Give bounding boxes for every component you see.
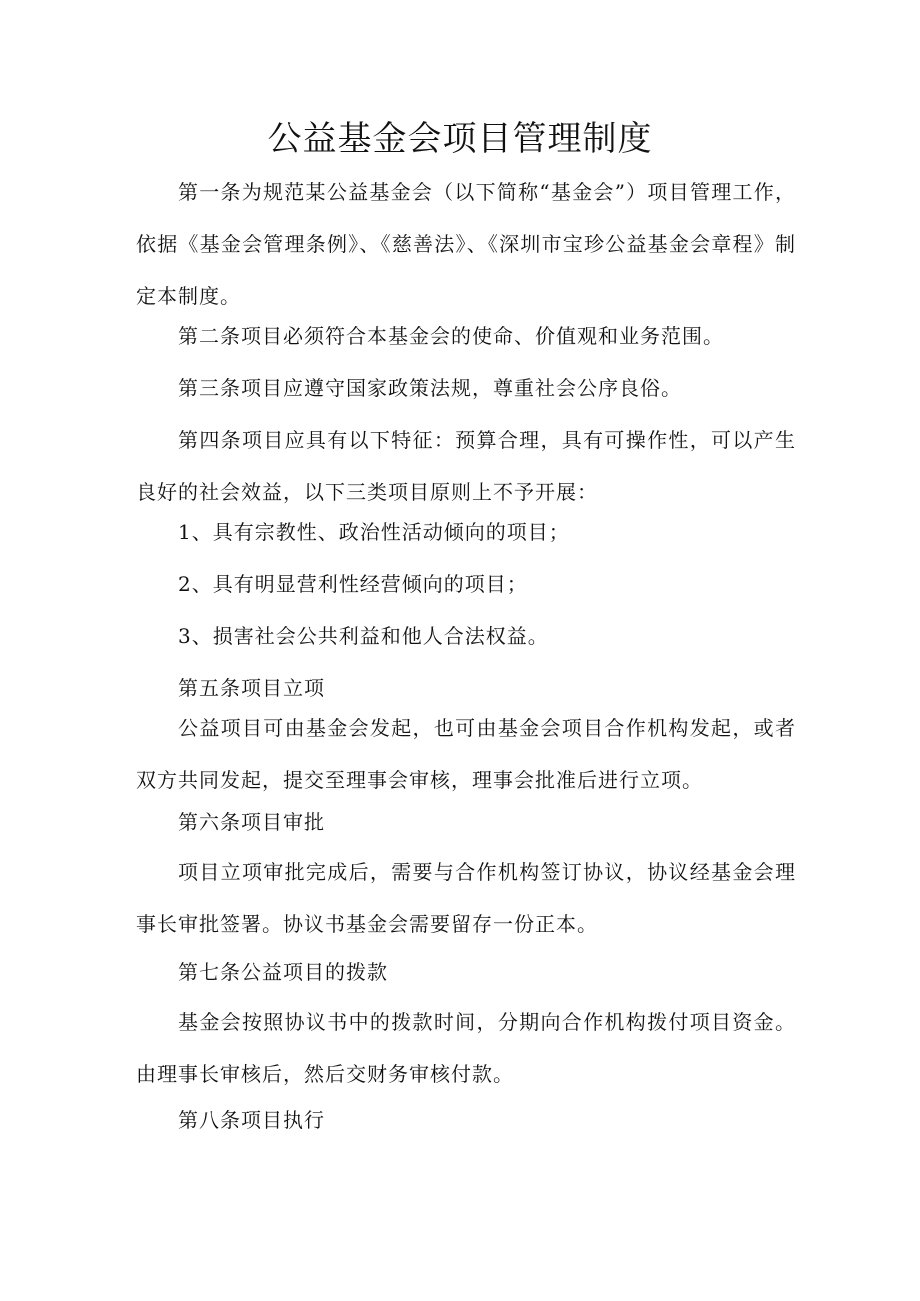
article-1: 第一条为规范某公益基金会（以下简称“基金会”）项目管理工作，依据《基金会管理条例》、《慈善法》、《深圳市宝珍公益基金会章程》制定本制度。 xyxy=(136,180,796,308)
list-item-3: 3、损害社会公共利益和他人合法权益。 xyxy=(178,624,549,648)
article-8-heading: 第八条项目执行 xyxy=(178,1108,325,1132)
article-5-heading: 第五条项目立项 xyxy=(178,676,325,700)
list-item-2: 2、具有明显营利性经营倾向的项目； xyxy=(178,572,528,596)
list-item-1: 1、具有宗教性、政治性活动倾向的项目； xyxy=(178,520,570,544)
document-title: 公益基金会项目管理制度 xyxy=(267,119,653,159)
article-5-body: 公益项目可由基金会发起，也可由基金会项目合作机构发起，或者双方共同发起，提交至理事会审核，理事会批准后进行立项。 xyxy=(136,716,796,792)
article-6-body: 项目立项审批完成后，需要与合作机构签订协议，协议经基金会理事长审批签署。协议书基金会需要留存一份正本。 xyxy=(136,860,796,936)
article-6-heading: 第六条项目审批 xyxy=(178,810,325,834)
article-7-body: 基金会按照协议书中的拨款时间，分期向合作机构拨付项目资金。由理事长审核后，然后交财务审核付款。 xyxy=(136,1010,796,1086)
article-4: 第四条项目应具有以下特征：预算合理，具有可操作性，可以产生良好的社会效益，以下三类项目原则上不予开展： xyxy=(136,428,796,504)
article-3: 第三条项目应遵守国家政策法规，尊重社会公序良俗。 xyxy=(178,376,682,400)
article-2: 第二条项目必须符合本基金会的使命、价值观和业务范围。 xyxy=(178,324,724,348)
article-7-heading: 第七条公益项目的拨款 xyxy=(178,960,388,984)
